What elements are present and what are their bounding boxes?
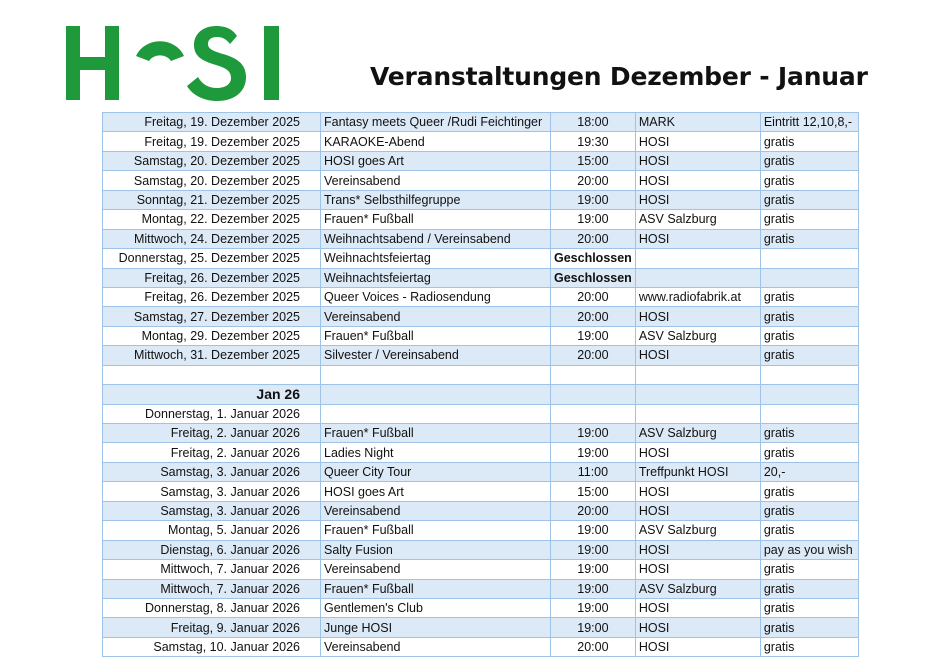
date-cell: Samstag, 3. Januar 2026 [103,482,321,501]
event-cell: KARAOKE-Abend [321,132,551,151]
table-row [103,113,859,132]
date-cell: Samstag, 3. Januar 2026 [103,462,321,481]
date-cell: Montag, 5. Januar 2026 [103,521,321,540]
location-cell: HOSI [635,190,760,209]
location-cell: HOSI [635,132,760,151]
date-cell: Freitag, 9. Januar 2026 [103,618,321,637]
status-cell: Geschlossen [551,249,636,268]
event-cell: Weihnachtsabend / Vereinsabend [321,229,551,248]
time-cell: 19:00 [551,424,636,443]
price-cell: gratis [760,229,858,248]
time-cell [551,404,636,423]
table-row [103,560,859,579]
table-row [103,326,859,345]
location-cell: ASV Salzburg [635,521,760,540]
date-cell: Freitag, 26. Dezember 2025 [103,287,321,306]
location-cell: HOSI [635,637,760,656]
time-cell: 20:00 [551,637,636,656]
empty-cell [551,365,636,384]
event-cell [321,404,551,423]
page-heading: Veranstaltungen Dezember - Januar [370,62,868,91]
location-cell [635,249,760,268]
table-row [103,132,859,151]
location-cell: HOSI [635,501,760,520]
price-cell: pay as you wish [760,540,858,559]
price-cell: gratis [760,424,858,443]
location-cell: HOSI [635,443,760,462]
time-cell: 19:00 [551,560,636,579]
time-cell: 19:00 [551,443,636,462]
time-cell: 20:00 [551,501,636,520]
date-cell: Samstag, 27. Dezember 2025 [103,307,321,326]
time-cell: 19:00 [551,618,636,637]
event-cell: Queer Voices - Radiosendung [321,287,551,306]
location-cell [635,404,760,423]
time-cell: 19:00 [551,326,636,345]
event-cell: Silvester / Vereinsabend [321,346,551,365]
price-cell [760,385,858,404]
time-cell [551,385,636,404]
event-cell: Frauen* Fußball [321,521,551,540]
hosi-logo [66,26,288,102]
table-row [103,249,859,268]
price-cell: gratis [760,307,858,326]
table-row [103,540,859,559]
price-cell: gratis [760,521,858,540]
event-cell: Vereinsabend [321,307,551,326]
location-cell: ASV Salzburg [635,424,760,443]
event-cell: Trans* Selbsthilfegruppe [321,190,551,209]
location-cell: HOSI [635,598,760,617]
price-cell: gratis [760,132,858,151]
date-cell: Samstag, 20. Dezember 2025 [103,151,321,170]
location-cell: HOSI [635,346,760,365]
hosi-logo-mark [66,26,288,102]
date-cell: Samstag, 10. Januar 2026 [103,637,321,656]
date-cell: Donnerstag, 25. Dezember 2025 [103,249,321,268]
location-cell [635,385,760,404]
status-cell: Geschlossen [551,268,636,287]
table-row [103,404,859,423]
table-row [103,346,859,365]
time-cell: 19:00 [551,210,636,229]
table-row [103,229,859,248]
event-cell: Queer City Tour [321,462,551,481]
time-cell: 20:00 [551,346,636,365]
price-cell: gratis [760,560,858,579]
time-cell: 11:00 [551,462,636,481]
event-cell: Frauen* Fußball [321,579,551,598]
time-cell: 19:00 [551,598,636,617]
location-cell: HOSI [635,482,760,501]
table-row [103,190,859,209]
price-cell [760,249,858,268]
table-row [103,462,859,481]
table-row [103,501,859,520]
price-cell [760,404,858,423]
event-cell: Frauen* Fußball [321,210,551,229]
date-cell: Mittwoch, 31. Dezember 2025 [103,346,321,365]
price-cell: 20,- [760,462,858,481]
table-row [103,365,859,384]
price-cell: gratis [760,598,858,617]
time-cell: 19:00 [551,579,636,598]
empty-cell [103,365,321,384]
time-cell: 18:00 [551,113,636,132]
location-cell: HOSI [635,540,760,559]
location-cell: HOSI [635,229,760,248]
event-cell: HOSI goes Art [321,151,551,170]
event-cell: Weihnachtsfeiertag [321,268,551,287]
date-cell: Freitag, 26. Dezember 2025 [103,268,321,287]
location-cell: HOSI [635,151,760,170]
date-cell: Samstag, 3. Januar 2026 [103,501,321,520]
price-cell: Eintritt 12,10,8,- [760,113,858,132]
event-cell: Gentlemen's Club [321,598,551,617]
price-cell: gratis [760,501,858,520]
price-cell: gratis [760,326,858,345]
price-cell: gratis [760,618,858,637]
table-row [103,521,859,540]
event-cell: Salty Fusion [321,540,551,559]
time-cell: 20:00 [551,307,636,326]
date-cell: Freitag, 19. Dezember 2025 [103,132,321,151]
price-cell: gratis [760,210,858,229]
price-cell: gratis [760,482,858,501]
date-cell: Mittwoch, 7. Januar 2026 [103,579,321,598]
date-cell: Dienstag, 6. Januar 2026 [103,540,321,559]
empty-cell [321,365,551,384]
event-cell: Vereinsabend [321,171,551,190]
date-cell: Donnerstag, 8. Januar 2026 [103,598,321,617]
event-cell: Vereinsabend [321,560,551,579]
price-cell: gratis [760,151,858,170]
location-cell: HOSI [635,307,760,326]
price-cell: gratis [760,579,858,598]
time-cell: 15:00 [551,151,636,170]
table-row [103,287,859,306]
date-cell: Samstag, 20. Dezember 2025 [103,171,321,190]
time-cell: 19:00 [551,190,636,209]
price-cell: gratis [760,346,858,365]
date-cell: Sonntag, 21. Dezember 2025 [103,190,321,209]
table-row [103,637,859,656]
table-row [103,424,859,443]
table-row [103,482,859,501]
date-cell: Montag, 29. Dezember 2025 [103,326,321,345]
location-cell: HOSI [635,560,760,579]
date-cell: Freitag, 19. Dezember 2025 [103,113,321,132]
time-cell: 19:00 [551,521,636,540]
event-cell: Weihnachtsfeiertag [321,249,551,268]
event-cell: Frauen* Fußball [321,326,551,345]
price-cell: gratis [760,287,858,306]
table-row [103,210,859,229]
date-cell: Freitag, 2. Januar 2026 [103,443,321,462]
location-cell: MARK [635,113,760,132]
location-cell [635,268,760,287]
location-cell: HOSI [635,171,760,190]
table-row [103,151,859,170]
date-cell: Donnerstag, 1. Januar 2026 [103,404,321,423]
month-label: Jan 26 [103,385,321,404]
location-cell: www.radiofabrik.at [635,287,760,306]
event-cell [321,385,551,404]
date-cell: Mittwoch, 7. Januar 2026 [103,560,321,579]
month-header-row [103,385,859,404]
event-cell: Junge HOSI [321,618,551,637]
table-row [103,171,859,190]
event-cell: Fantasy meets Queer /Rudi Feichtinger [321,113,551,132]
price-cell [760,268,858,287]
price-cell: gratis [760,190,858,209]
time-cell: 20:00 [551,287,636,306]
empty-cell [760,365,858,384]
location-cell: HOSI [635,618,760,637]
event-cell: Vereinsabend [321,637,551,656]
date-cell: Freitag, 2. Januar 2026 [103,424,321,443]
event-cell: HOSI goes Art [321,482,551,501]
location-cell: ASV Salzburg [635,210,760,229]
table-row [103,307,859,326]
time-cell: 19:30 [551,132,636,151]
table-row [103,579,859,598]
table-row [103,618,859,637]
location-cell: ASV Salzburg [635,579,760,598]
events-table [102,112,859,657]
table-row [103,598,859,617]
price-cell: gratis [760,171,858,190]
location-cell: ASV Salzburg [635,326,760,345]
table-row [103,443,859,462]
event-cell: Ladies Night [321,443,551,462]
price-cell: gratis [760,443,858,462]
time-cell: 19:00 [551,540,636,559]
time-cell: 15:00 [551,482,636,501]
table-row [103,268,859,287]
event-cell: Vereinsabend [321,501,551,520]
location-cell: Treffpunkt HOSI [635,462,760,481]
event-cell: Frauen* Fußball [321,424,551,443]
time-cell: 20:00 [551,171,636,190]
date-cell: Montag, 22. Dezember 2025 [103,210,321,229]
date-cell: Mittwoch, 24. Dezember 2025 [103,229,321,248]
price-cell: gratis [760,637,858,656]
empty-cell [635,365,760,384]
time-cell: 20:00 [551,229,636,248]
